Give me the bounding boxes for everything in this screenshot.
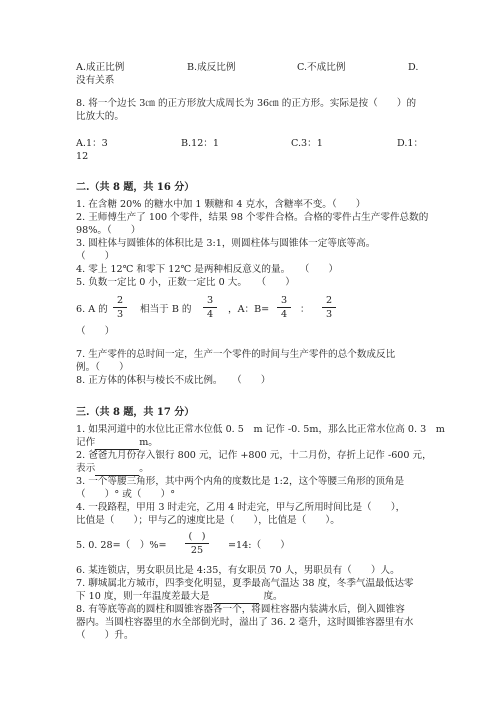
answer-blank bbox=[95, 463, 139, 476]
q7-option-a: A.成正比例 bbox=[76, 62, 125, 73]
q7-option-d: D. bbox=[408, 62, 419, 73]
s3-line: 7. 聊城属北方城市，四季变化明显，夏季最高气温达 38 度，冬季气温最低达零 bbox=[76, 578, 414, 589]
q8-option-b: B.12：1 bbox=[181, 138, 220, 149]
q8-option-d-text: 12 bbox=[76, 151, 89, 162]
s2-q6-label-c: ，A：B= bbox=[228, 304, 270, 315]
s2-q6-paren: （ ） bbox=[76, 326, 115, 337]
s3-q5-ratio: =14:（ ） bbox=[228, 540, 290, 551]
fraction-denominator: 25 bbox=[190, 545, 204, 556]
s3-line: 4. 一段路程，甲用 3 时走完，乙用 4 时走完，甲与乙所用时间比是（ ）， bbox=[76, 502, 406, 513]
s2-line: 98%。（ ） bbox=[76, 225, 141, 236]
s2-q6-label-a: 6. A 的 bbox=[76, 304, 108, 315]
fraction-bar bbox=[185, 543, 209, 544]
s3-q7-answer-line bbox=[76, 591, 283, 604]
fraction-denominator: 3 bbox=[325, 309, 333, 320]
s2-line: 例。（ ） bbox=[76, 362, 129, 373]
s3-line: 器内。当圆柱容器里的水全部倒光时，溢出了 36. 2 毫升，这时圆锥容器里有水 bbox=[76, 617, 414, 628]
fraction-denominator: 4 bbox=[280, 309, 288, 320]
fraction-numerator: 3 bbox=[280, 295, 288, 306]
s2-line: 1. 在含糖 20% 的糖水中加 1 颗糖和 4 克水，含糖率不变。（ ） bbox=[76, 199, 366, 210]
q7-option-c: C.不成比例 bbox=[297, 62, 346, 73]
s3-line: 1. 如果河道中的水位比正常水位低 0. 5 m 记作 -0. 5m，那么比正常水位高 0. 3 m bbox=[76, 424, 445, 435]
s3-q2-answer-line bbox=[76, 463, 149, 476]
s2-line: 5. 负数一定比 0 小，正数一定比 0 大。 （ ） bbox=[76, 277, 295, 288]
period: 。 bbox=[139, 463, 149, 474]
fraction-bar bbox=[277, 307, 291, 308]
fraction-numerator: 2 bbox=[325, 295, 333, 306]
s3-q5-label: 5. 0. 28=（ ）%= bbox=[76, 540, 167, 551]
answer-blank bbox=[95, 437, 139, 450]
s3-q2-label: 表示 bbox=[76, 463, 96, 474]
q7-option-b: B.成反比例 bbox=[187, 62, 236, 73]
s2-line: 8. 正方体的体积与棱长不成比例。 （ ） bbox=[76, 375, 271, 386]
s3-line: 6. 某连锁店，男女职员比是 4:35，有女职员 70 人，男职员有（ ）人。 bbox=[76, 565, 400, 576]
q8-option-a: A.1：3 bbox=[76, 138, 108, 149]
s3-q1-answer-line bbox=[76, 437, 158, 450]
s3-line: （ ）升。 bbox=[76, 630, 134, 641]
s2-line: 2. 王师傅生产了 100 个零件，结果 98 个零件合格。合格的零件占生产零件总数的 bbox=[76, 212, 429, 223]
s2-line: 3. 圆柱体与圆锥体的体积比是 3:1，则圆柱体与圆锥体一定等底等高。 bbox=[76, 238, 376, 249]
section-2-title: 二.（共 8 题，共 16 分） bbox=[76, 182, 195, 193]
fraction bbox=[319, 295, 339, 320]
fraction-bar bbox=[113, 307, 127, 308]
s3-q7-label: 下 10 度，则一年温度差最大是 bbox=[76, 591, 210, 602]
s2-q6-label-b: 相当于 B 的 bbox=[140, 304, 192, 315]
q7-option-d-text: 没有关系 bbox=[76, 75, 115, 86]
s2-line: 4. 零上 12℃ 和零下 12℃ 是两种相反意义的量。 （ ） bbox=[76, 264, 339, 275]
q8-line-1: 8. 将一个边长 3㎝ 的正方形放大成周长为 36㎝ 的正方形。实际是按（ ）的 bbox=[76, 98, 417, 109]
q8-option-c: C.3：1 bbox=[291, 138, 323, 149]
s3-line: 3. 一个等腰三角形，其中两个内角的度数比是 1:2，这个等腰三角形的顶角是 bbox=[76, 476, 405, 487]
q8-line-2: 比放大的。 bbox=[76, 111, 124, 122]
fraction-numerator: 2 bbox=[116, 295, 124, 306]
unit: m bbox=[139, 437, 149, 448]
fraction-numerator: 3 bbox=[206, 295, 214, 306]
fraction-denominator: 4 bbox=[206, 309, 214, 320]
s3-line: 8. 有等底等高的圆柱和圆锥容器各一个，将圆柱容器内装满水后，倒入圆锥容 bbox=[76, 604, 405, 615]
s3-line: 2. 爸爸九月份存入银行 800 元，记作 +800 元，十二月份，存折上记作 -600 元， bbox=[76, 450, 432, 461]
fraction-bar bbox=[322, 307, 336, 308]
s3-line: （ ）° 或（ ）° bbox=[76, 489, 175, 500]
fraction bbox=[110, 295, 130, 320]
s2-line: 7. 生产零件的总时间一定，生产一个零件的时间与生产零件的总个数成反比 bbox=[76, 349, 396, 360]
s3-q1-label: 记作 bbox=[76, 437, 96, 448]
fraction bbox=[182, 531, 212, 556]
s2-line: （ ） bbox=[76, 251, 115, 262]
s3-q7-unit: 度。 bbox=[263, 591, 283, 602]
fraction-denominator: 3 bbox=[116, 309, 124, 320]
fraction bbox=[200, 295, 220, 320]
fraction bbox=[274, 295, 294, 320]
section-3-title: 三.（共 8 题，共 17 分） bbox=[76, 407, 195, 418]
fraction-bar bbox=[203, 307, 217, 308]
s2-q6-colon: ： bbox=[300, 304, 310, 315]
q8-option-d: D.1： bbox=[397, 138, 424, 149]
period: 。 bbox=[148, 437, 158, 448]
fraction-numerator: ( ) bbox=[188, 531, 206, 542]
answer-blank bbox=[213, 591, 259, 604]
s3-line: 比值是（ ）；甲与乙的速度比是（ ），比值是（ ）。 bbox=[76, 515, 340, 526]
